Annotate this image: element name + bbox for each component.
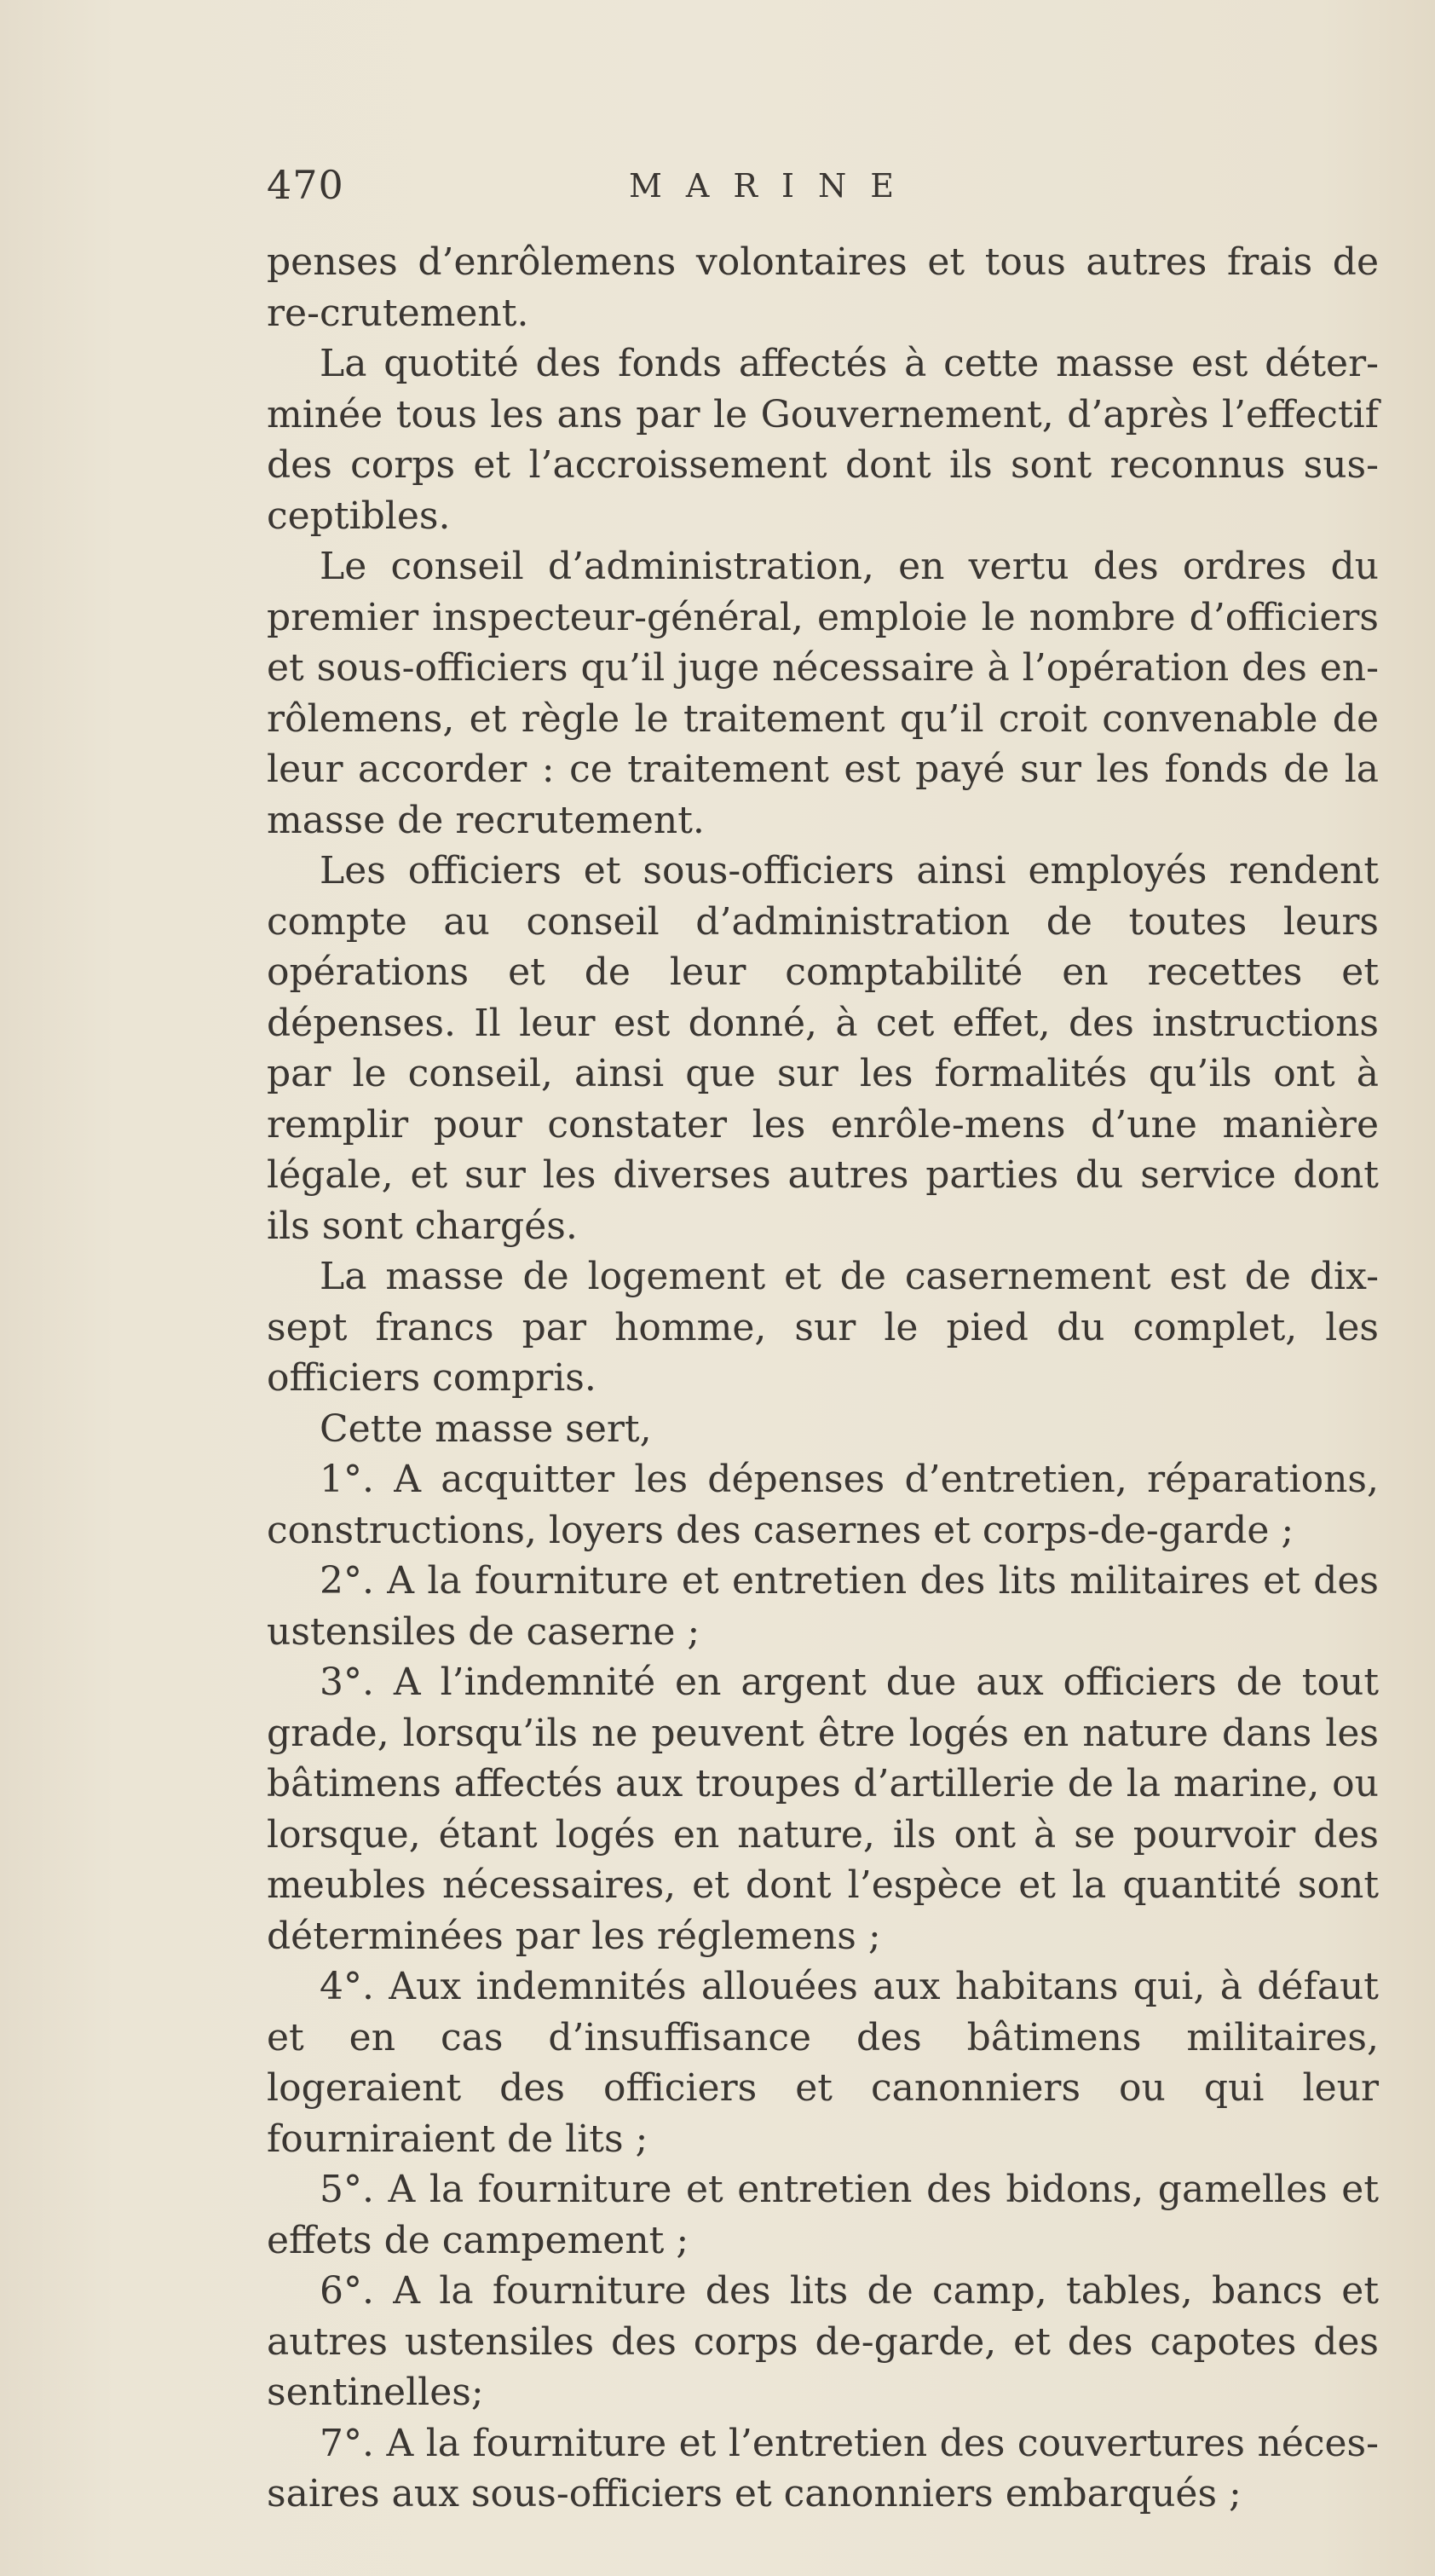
paragraph: Cette masse sert, <box>320 1406 652 1451</box>
list-item: 5°. A la fourniture et entretien des bidons, gamelles et effets de campement ; <box>267 2168 1379 2262</box>
list-item: 1°. A acquitter les dépenses d’entretien, réparations, constructions, loyers des casernes et corps-de-garde ; <box>267 1458 1379 1552</box>
paragraph: La masse de logement et de casernement est de dix-sept francs par homme, sur le pied du complet, les officiers compris. <box>267 1255 1379 1400</box>
page-header <box>267 162 1392 239</box>
page-text <box>267 237 1379 2520</box>
list-item: 3°. A l’indemnité en argent due aux officiers de tout grade, lorsqu’ils ne peuvent être logés en nature dans les bâtimens affectés aux troupes d’artillerie de la marine, ou lorsque, étant logés en nature, ils ont à se pourvoir des meubles nécessaires, et dont l’espèce et la quantité sont déterminées par les réglemens ; <box>267 1661 1379 1958</box>
running-title: MARINE <box>629 167 918 205</box>
paragraph: Le conseil d’administration, en vertu des ordres du premier inspecteur-général, emploie le nombre d’officiers et sous-officiers qu’il juge nécessaire à l’opération des en-rôlemens, et règle le traitement qu’il croit convenable de leur accorder : ce traitement est payé sur les fonds de la masse de recrutement. <box>267 545 1379 842</box>
paragraph: penses d’enrôlemens volontaires et tous autres frais de re-crutement. <box>267 240 1379 335</box>
page-number: 470 <box>267 162 344 208</box>
list-item: 7°. A la fourniture et l’entretien des couvertures néces-saires aux sous-officiers et canonniers embarqués ; <box>267 2421 1379 2515</box>
list-item: 4°. Aux indemnités allouées aux habitans qui, à défaut et en cas d’insuffisance des bâtimens militaires, logeraient des officiers et canonniers ou qui leur fourniraient de lits ; <box>267 1965 1379 2161</box>
list-item: 6°. A la fourniture des lits de camp, tables, bancs et autres ustensiles des corps de-garde, et des capotes des sentinelles; <box>267 2269 1379 2414</box>
list-item: 2°. A la fourniture et entretien des lits militaires et des ustensiles de caserne ; <box>267 1559 1379 1654</box>
paragraph: La quotité des fonds affectés à cette masse est déter-minée tous les ans par le Gouvernement, d’après l’effectif des corps et l’accroissement dont ils sont reconnus sus-ceptibles. <box>267 342 1379 538</box>
paragraph: Les officiers et sous-officiers ainsi employés rendent compte au conseil d’administration de toutes leurs opérations et de leur comptabilité en recettes et dépenses. Il leur est donné, à cet effet, des instructions par le conseil, ainsi que sur les formalités qu’ils ont à remplir pour constater les enrôle-mens d’une manière légale, et sur les diverses autres parties du service dont ils sont chargés. <box>267 849 1379 1248</box>
